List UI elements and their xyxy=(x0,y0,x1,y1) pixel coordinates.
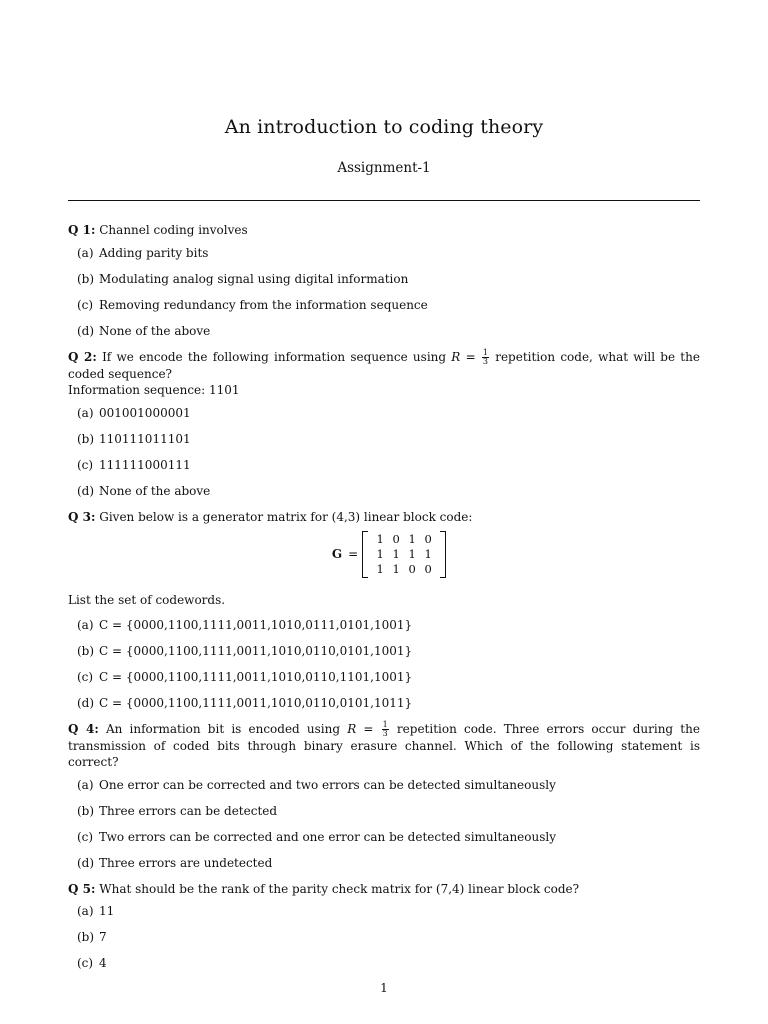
fraction-denominator: 3 xyxy=(482,356,488,366)
question-1 xyxy=(68,222,700,239)
question-text-continued: repetition code, what will be the coded sequence? xyxy=(68,349,700,381)
option-item xyxy=(68,803,700,820)
option-letter: (b) xyxy=(77,431,95,446)
option-text: One error can be corrected and two errors can be detected simultaneously xyxy=(99,777,556,792)
rate-equals: = xyxy=(465,349,476,364)
question-3-options xyxy=(68,617,700,712)
option-letter: (c) xyxy=(77,297,94,312)
option-item xyxy=(68,483,700,500)
option-text: 111111000111 xyxy=(99,457,191,472)
question-text: Channel coding involves xyxy=(99,223,248,237)
question-2 xyxy=(68,349,700,399)
fraction-numerator: 1 xyxy=(482,347,488,357)
option-item xyxy=(68,695,700,712)
option-letter: (a) xyxy=(77,405,94,420)
option-text: C = {0000,1100,1111,0011,1010,0110,0101,1011} xyxy=(99,695,413,710)
option-item xyxy=(68,405,700,422)
option-text: Adding parity bits xyxy=(99,245,209,260)
question-5 xyxy=(68,881,700,898)
option-item xyxy=(68,271,700,288)
option-item xyxy=(68,903,700,920)
question-3 xyxy=(68,509,700,526)
rate-variable: R xyxy=(451,349,461,364)
option-text: 7 xyxy=(99,930,107,944)
rate-fraction xyxy=(482,349,489,366)
rate-fraction xyxy=(382,721,389,738)
matrix-cell: 1 xyxy=(392,547,400,561)
option-letter: (a) xyxy=(77,904,94,918)
question-text: Given below is a generator matrix for (4,3) linear block code: xyxy=(99,509,473,524)
matrix-cell: 1 xyxy=(424,547,432,561)
matrix-right-bracket xyxy=(440,531,446,578)
matrix-row xyxy=(372,547,436,562)
question-label: Q 4: xyxy=(68,721,99,736)
option-text: 4 xyxy=(99,956,107,970)
option-text: Two errors can be corrected and one error can be detected simultaneously xyxy=(99,829,557,844)
option-letter: (c) xyxy=(77,956,94,970)
question-label: Q 2: xyxy=(68,349,97,364)
question-2-options xyxy=(68,405,700,500)
option-letter: (a) xyxy=(77,245,94,260)
option-letter: (b) xyxy=(77,643,95,658)
matrix-row xyxy=(372,562,436,577)
information-sequence: Information sequence: 1101 xyxy=(68,383,240,397)
option-item xyxy=(68,297,700,314)
matrix-cell: 1 xyxy=(376,532,384,546)
generator-matrix xyxy=(68,531,700,578)
option-letter: (c) xyxy=(77,669,94,684)
option-letter: (b) xyxy=(77,930,95,944)
question-5-options xyxy=(68,903,700,972)
option-item xyxy=(68,829,700,846)
question-label: Q 3: xyxy=(68,509,96,524)
option-item xyxy=(68,457,700,474)
matrix-cell: 1 xyxy=(376,547,384,561)
page-number: 1 xyxy=(380,981,388,995)
question-text: What should be the rank of the parity check matrix for (7,4) linear block code? xyxy=(99,881,580,896)
option-item xyxy=(68,855,700,872)
option-text: Three errors are undetected xyxy=(99,855,273,870)
document-title: An introduction to coding theory xyxy=(224,116,544,138)
option-item xyxy=(68,431,700,448)
option-text: 11 xyxy=(99,904,115,918)
option-text: Three errors can be detected xyxy=(99,803,278,818)
option-letter: (a) xyxy=(77,777,94,792)
option-item xyxy=(68,777,700,794)
option-letter: (d) xyxy=(77,855,95,870)
question-4 xyxy=(68,721,700,771)
rate-variable: R xyxy=(347,721,357,736)
fraction-denominator: 3 xyxy=(382,728,388,738)
question-1-options xyxy=(68,245,700,340)
option-text: 001001000001 xyxy=(99,405,191,420)
option-text: None of the above xyxy=(99,323,211,338)
codewords-prompt: List the set of codewords. xyxy=(68,593,226,607)
option-text: Removing redundancy from the information sequence xyxy=(99,297,428,312)
rate-equals: = xyxy=(363,721,374,736)
option-letter: (d) xyxy=(77,323,95,338)
question-label: Q 5: xyxy=(68,881,96,896)
fraction-numerator: 1 xyxy=(382,719,388,729)
question-label: Q 1: xyxy=(68,223,96,237)
matrix-cell: 0 xyxy=(408,562,416,576)
title-divider xyxy=(68,200,700,201)
questions-section xyxy=(68,222,700,981)
option-letter: (b) xyxy=(77,803,95,818)
question-text: An information bit is encoded using xyxy=(105,721,341,736)
option-item xyxy=(68,617,700,634)
question-4-options xyxy=(68,777,700,872)
option-letter: (c) xyxy=(77,829,94,844)
option-item xyxy=(68,323,700,340)
matrix-cell: 1 xyxy=(376,562,384,576)
option-letter: (d) xyxy=(77,695,95,710)
option-item xyxy=(68,643,700,660)
option-letter: (c) xyxy=(77,457,94,472)
option-text: C = {0000,1100,1111,0011,1010,0110,1101,1001} xyxy=(99,669,413,684)
matrix-label: G xyxy=(331,547,343,562)
matrix-cell: 0 xyxy=(392,532,400,546)
matrix-body xyxy=(362,531,446,578)
matrix-cell: 0 xyxy=(424,532,432,546)
option-letter: (a) xyxy=(77,617,94,632)
matrix-cell: 0 xyxy=(424,562,432,576)
option-text: Modulating analog signal using digital information xyxy=(99,271,409,286)
option-text: 110111011101 xyxy=(99,431,191,446)
matrix-cell: 1 xyxy=(408,532,416,546)
matrix-cell: 1 xyxy=(392,562,400,576)
option-item xyxy=(68,955,700,972)
matrix-row xyxy=(372,532,436,547)
matrix-rows xyxy=(368,531,440,578)
matrix-cell: 1 xyxy=(408,547,416,561)
question-text: If we encode the following information sequence using xyxy=(102,349,447,364)
question-text-continued: repetition code. Three errors occur during the transmission of coded bits through binary erasure channel. Which of the following statement is correct? xyxy=(68,721,700,769)
option-text: None of the above xyxy=(99,483,211,498)
option-text: C = {0000,1100,1111,0011,1010,0110,0101,1001} xyxy=(99,643,413,658)
option-item xyxy=(68,929,700,946)
option-item xyxy=(68,245,700,262)
option-item xyxy=(68,669,700,686)
option-letter: (d) xyxy=(77,483,95,498)
option-text: C = {0000,1100,1111,0011,1010,0111,0101,1001} xyxy=(99,617,413,632)
document-subtitle: Assignment-1 xyxy=(337,160,431,176)
option-letter: (b) xyxy=(77,271,95,286)
matrix-equals: = xyxy=(348,547,359,562)
